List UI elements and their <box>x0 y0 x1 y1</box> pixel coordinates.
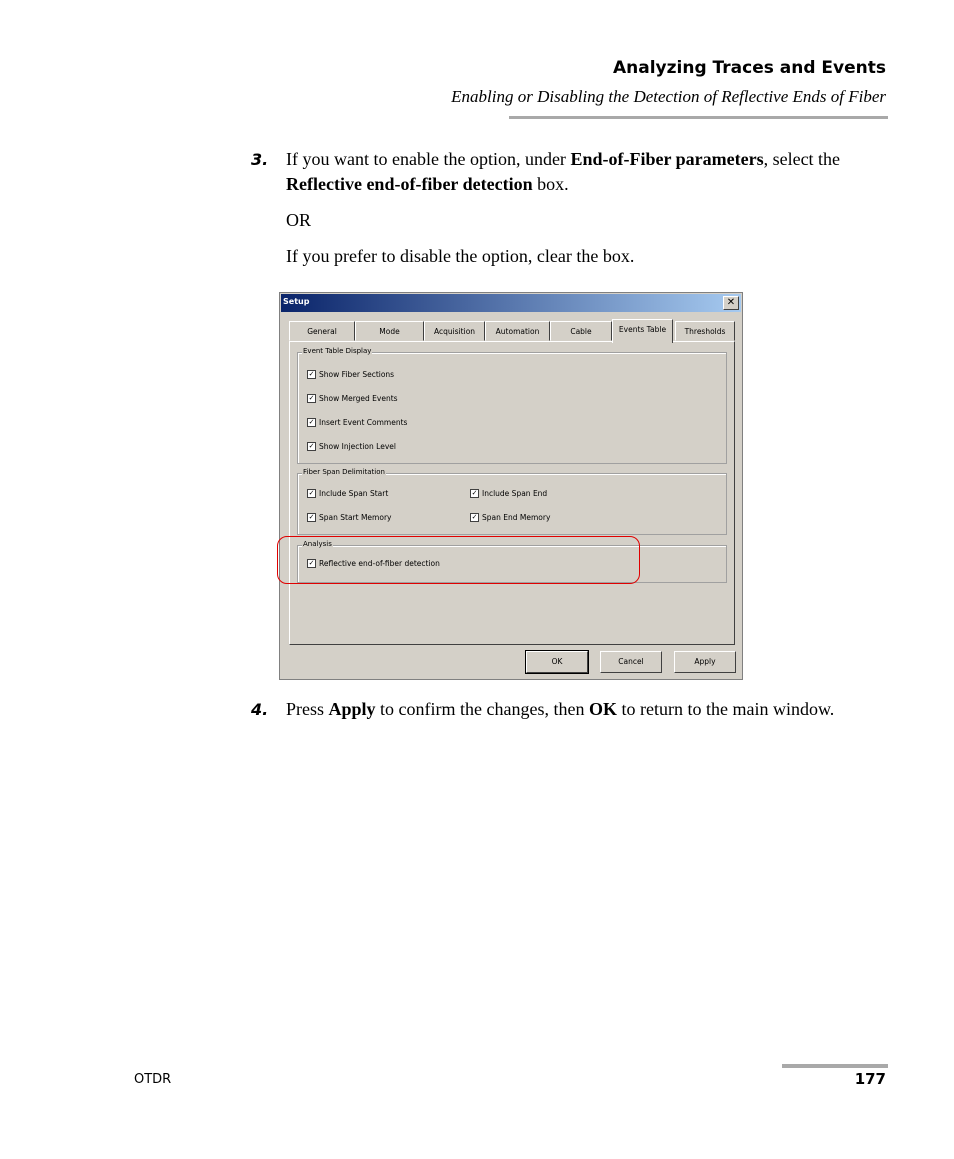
close-icon[interactable]: ✕ <box>723 296 739 310</box>
checkbox-label: Include Span End <box>482 489 548 498</box>
checkbox-include-span-start[interactable] <box>307 489 388 498</box>
setup-dialog <box>279 292 743 680</box>
checkbox-show-injection-level[interactable] <box>307 442 396 451</box>
checkbox-insert-event-comments[interactable] <box>307 418 407 427</box>
apply-button[interactable]: Apply <box>674 651 736 673</box>
checkbox-label: Include Span Start <box>319 489 389 498</box>
step-3-bold-b: Reflective end-of-fiber detection <box>286 174 533 194</box>
checkbox-label: Show Fiber Sections <box>319 370 395 379</box>
group-label: Analysis <box>303 540 332 548</box>
check-icon: ✓ <box>471 489 478 497</box>
check-icon: ✓ <box>308 513 315 521</box>
tab-automation[interactable]: Automation <box>485 321 550 341</box>
step-3-text-a: If you want to enable the option, under <box>286 149 571 169</box>
tab-cable[interactable]: Cable <box>550 321 612 341</box>
check-icon: ✓ <box>308 394 315 402</box>
check-icon: ✓ <box>308 442 315 450</box>
check-icon: ✓ <box>308 489 315 497</box>
dialog-titlebar <box>281 294 741 312</box>
ok-button[interactable]: OK <box>526 651 588 673</box>
tab-acquisition[interactable]: Acquisition <box>424 321 485 341</box>
tab-panel <box>289 341 735 645</box>
analysis-highlight-ellipse <box>277 536 640 584</box>
checkbox-label: Reflective end-of-fiber detection <box>319 559 440 568</box>
group-event-table-display <box>297 347 727 464</box>
step-3-number: 3. <box>251 150 269 169</box>
header-rule <box>509 116 888 119</box>
checkbox-label: Insert Event Comments <box>319 418 408 427</box>
tab-strip <box>289 319 739 341</box>
group-fiber-span-delimitation <box>297 468 727 535</box>
step-4-text-a: Press <box>286 699 329 719</box>
tab-events-table[interactable]: Events Table <box>612 319 673 343</box>
header-title: Analyzing Traces and Events <box>612 58 886 78</box>
page-number: 177 <box>854 1070 886 1088</box>
step-4-text-b: to confirm the changes, then <box>375 699 589 719</box>
tab-thresholds[interactable]: Thresholds <box>675 321 735 341</box>
dialog-title: Setup <box>283 297 310 306</box>
check-icon: ✓ <box>308 559 315 567</box>
step-4-text-c: to return to the main window. <box>617 699 835 719</box>
group-label: Fiber Span Delimitation <box>303 468 385 476</box>
step-3-or: OR <box>286 210 312 230</box>
footer-product: OTDR <box>134 1072 172 1087</box>
checkbox-label: Show Merged Events <box>319 394 398 403</box>
step-3-alternative: If you prefer to disable the option, clear the box. <box>286 246 635 266</box>
step-4-number: 4. <box>251 700 269 719</box>
step-3-text-b: , select the <box>763 149 841 169</box>
checkbox-span-end-memory[interactable] <box>470 513 550 522</box>
cancel-button[interactable]: Cancel <box>600 651 662 673</box>
checkbox-label: Show Injection Level <box>319 442 396 451</box>
step-4-bold-b: OK <box>588 699 617 719</box>
step-3-bold-a: End-of-Fiber parameters <box>570 149 764 169</box>
tab-mode[interactable]: Mode <box>355 321 424 341</box>
group-label: Event Table Display <box>303 347 372 355</box>
check-icon: ✓ <box>471 513 478 521</box>
step-4-bold-a: Apply <box>328 699 376 719</box>
checkbox-label: Span Start Memory <box>319 513 392 522</box>
checkbox-include-span-end[interactable] <box>470 489 547 498</box>
checkbox-show-merged-events[interactable] <box>307 394 398 403</box>
footer-rule <box>782 1064 888 1068</box>
tab-general[interactable]: General <box>289 321 355 341</box>
step-3-text-c: box. <box>532 174 569 194</box>
checkbox-span-start-memory[interactable] <box>307 513 391 522</box>
check-icon: ✓ <box>308 370 315 378</box>
checkbox-label: Span End Memory <box>482 513 551 522</box>
step-3-text <box>286 147 866 197</box>
check-icon: ✓ <box>308 418 315 426</box>
header-subtitle: Enabling or Disabling the Detection of Reflective Ends of Fiber <box>451 87 886 106</box>
step-4-text <box>286 697 866 722</box>
checkbox-show-fiber-sections[interactable] <box>307 370 394 379</box>
